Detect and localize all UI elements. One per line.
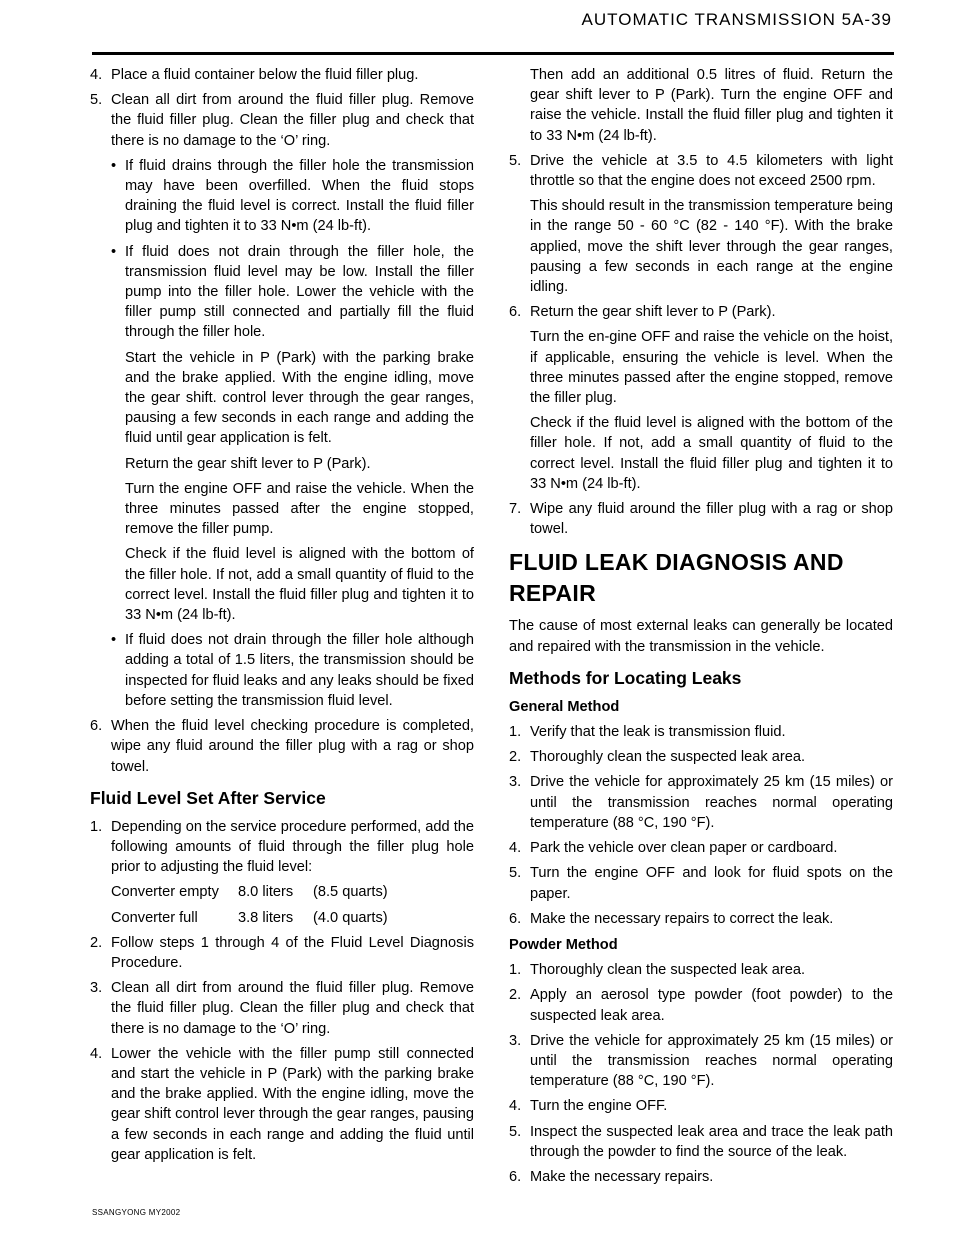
bullet-low-level <box>90 242 474 343</box>
step-text: Drive the vehicle for approximately 25 km (15 miles) or until the transmission reaches normal operating temperature (88 °C, 190 °F). <box>530 774 893 831</box>
continued-paragraph: Then add an additional 0.5 litres of fluid. Return the gear shift lever to P (Park). Turn the engine OFF and raise the vehicle. Install the fluid filler plug and tighten it to 33 N•m (24 lb-ft). <box>530 67 893 144</box>
step-text: Thoroughly clean the suspected leak area. <box>530 962 806 979</box>
step-text: Turn the engine OFF and look for fluid spots on the paper. <box>530 865 893 902</box>
service-step-7 <box>509 499 893 539</box>
list-item <box>509 722 893 742</box>
step-number: 5. <box>509 152 522 169</box>
step-number: 4. <box>90 1045 103 1062</box>
step-text: Lower the vehicle with the filler pump still connected and start the vehicle in P (Park) with the parking brake and the brake applied. With the engine idling, move the gear shift control lever through the gear ranges, pausing a few seconds in each range and adding the fluid until gear application is felt. <box>111 1045 474 1163</box>
step-text: Inspect the suspected leak area and trace the leak path through the powder to find the source of the leak. <box>530 1123 893 1160</box>
page-header-title: AUTOMATIC TRANSMISSION 5A-39 <box>581 10 892 29</box>
step-number: 6. <box>509 910 522 927</box>
step-number: 3. <box>509 774 522 791</box>
sub-paragraph: Start the vehicle in P (Park) with the parking brake and the brake applied. With the engine idling, move the gear shift. control lever through the gear ranges, pausing a few seconds in each range and adding the fluid until gear application is felt. <box>125 349 474 447</box>
step-text: Drive the vehicle for approximately 25 km (15 miles) or until the transmission reaches normal operating temperature (88 °C, 190 °F). <box>530 1032 893 1090</box>
section-heading-locating-leaks: Methods for Locating Leaks <box>509 667 742 688</box>
step-number: 6. <box>509 304 522 321</box>
step-number: 2. <box>90 934 103 951</box>
step-text: Depending on the service procedure performed, add the following amounts of fluid through the filler plug hole prior to adjusting the fluid level: <box>111 818 474 876</box>
service-step-5 <box>509 151 893 191</box>
sub-paragraph: Check if the fluid level is aligned with the bottom of the filler hole. If not, add a small quantity of fluid to the correct level. Install the fluid filler plug and tighten it to 33 N•m (24 lb-ft). <box>125 546 474 624</box>
step-text: Make the necessary repairs to correct the leak. <box>530 910 834 927</box>
step-number: 1. <box>509 724 522 741</box>
sub-paragraph: Turn the engine OFF and raise the vehicle. When the three minutes passed after the engine stopped, remove the filler pump. <box>125 480 474 538</box>
step-number: 7. <box>509 501 522 518</box>
list-item <box>509 1096 893 1116</box>
list-item <box>509 1031 893 1092</box>
bullet-icon: • <box>111 632 117 649</box>
step-text: Wipe any fluid around the filler plug with a rag or shop towel. <box>530 501 893 538</box>
section-title-line: REPAIR <box>509 580 596 607</box>
sub-paragraph: This should result in the transmission temperature being in the range 50 - 60 °C (82 - 140 °F). With the brake applied, move the shift lever through the gear ranges, pausing a few seconds in each range at the engine idling. <box>530 198 893 296</box>
step-number: 4. <box>509 1098 522 1115</box>
bullet-inspect-leaks <box>90 630 474 711</box>
sub-paragraph: Turn the en-gine OFF and raise the vehicle on the hoist, if applicable, ensuring the vehicle is level. When the three minutes passed after the engine stopped, remove the filler plug. <box>530 329 893 407</box>
converter-liters: 8.0 liters <box>238 884 294 901</box>
header-rule <box>92 52 894 55</box>
list-item <box>509 909 893 929</box>
step-text: Make the necessary repairs. <box>530 1168 714 1185</box>
bullet-text: If fluid does not drain through the filler hole although adding a total of 1.5 liters, the transmission should be inspected for fluid leaks and any leaks should be fixed before setting the transmission fluid level. <box>125 632 474 709</box>
step-text: Apply an aerosol type powder (foot powder) to the suspected leak area. <box>530 987 893 1024</box>
step-text: Thoroughly clean the suspected leak area. <box>530 749 806 766</box>
step-5-item <box>90 90 474 151</box>
list-item <box>509 838 893 858</box>
list-item <box>509 747 893 767</box>
step-text: When the fluid level checking procedure is completed, wipe any fluid around the filler plug with a rag or shop towel. <box>111 718 474 775</box>
step-text: Place a fluid container below the fluid filler plug. <box>111 67 419 83</box>
step-text: Follow steps 1 through 4 of the Fluid Level Diagnosis Procedure. <box>111 934 474 971</box>
list-item <box>509 1167 893 1187</box>
left-column <box>90 65 474 1170</box>
intro-paragraph: The cause of most external leaks can generally be located and repaired with the transmission in the vehicle. <box>509 618 893 655</box>
bullet-text: If fluid drains through the filler hole the transmission may have been overfilled. When the fluid stops draining the fluid level is correct. Install the fluid filler plug and tighten it to 33 N•m (24 lb-ft). <box>125 157 474 235</box>
section-title-line: FLUID LEAK DIAGNOSIS AND <box>509 549 844 576</box>
step-text: Clean all dirt from around the fluid filler plug. Remove the fluid filler plug. Clean the filler plug and check that there is no damage to the ‘O’ ring. <box>111 980 474 1037</box>
table-row <box>90 882 474 902</box>
converter-quarts: (4.0 quarts) <box>313 909 388 926</box>
step-number: 5. <box>509 865 522 882</box>
step-text: Drive the vehicle at 3.5 to 4.5 kilometers with light throttle so that the engine does not exceed 2500 rpm. <box>530 152 893 190</box>
bullet-icon: • <box>111 157 117 174</box>
step-number: 1. <box>509 962 522 979</box>
converter-label: Converter empty <box>111 884 219 901</box>
converter-label: Converter full <box>111 909 198 926</box>
service-step-4 <box>90 1044 474 1165</box>
step-number: 6. <box>509 1168 522 1185</box>
converter-liters: 3.8 liters <box>238 909 294 926</box>
step-number: 5. <box>90 92 103 109</box>
subheading-general-method: General Method <box>509 698 620 715</box>
section-heading-fluid-level-set: Fluid Level Set After Service <box>90 787 326 808</box>
service-step-6 <box>509 302 893 322</box>
list-item <box>509 863 893 903</box>
bullet-overfilled <box>90 156 474 237</box>
service-step-3 <box>90 978 474 1039</box>
bullet-icon: • <box>111 243 117 260</box>
step-6-item <box>90 716 474 777</box>
list-item <box>509 772 893 833</box>
service-step-2 <box>90 933 474 973</box>
step-text: Turn the engine OFF. <box>530 1098 668 1115</box>
section-title-leak-diagnosis <box>509 547 893 609</box>
step-number: 6. <box>90 718 103 735</box>
bullet-text: If fluid does not drain through the filler hole, the transmission fluid level may be low. Install the filler pump into the filler hole. Lower the vehicle with the filler pump still connected and partially fill the fluid through the filler hole. <box>125 243 474 341</box>
converter-quarts: (8.5 quarts) <box>313 884 388 901</box>
right-column <box>509 65 893 1192</box>
step-text: Return the gear shift lever to P (Park). <box>530 304 776 321</box>
sub-paragraph: Check if the fluid level is aligned with the bottom of the filler hole. If not, add a small quantity of fluid to the correct level. Install the fluid filler plug and tighten it to 33 N•m (24 lb-ft). <box>530 415 893 492</box>
sub-paragraph: Return the gear shift lever to P (Park). <box>125 455 371 472</box>
step-number: 3. <box>90 980 103 997</box>
step-text: Verify that the leak is transmission fluid. <box>530 724 786 741</box>
list-item <box>509 960 893 980</box>
service-step-1 <box>90 817 474 878</box>
step-number: 3. <box>509 1032 522 1049</box>
step-number: 2. <box>509 749 522 766</box>
step-text: Clean all dirt from around the fluid filler plug. Remove the fluid filler plug. Clean the filler plug and check that there is no damage to the ‘O’ ring. <box>111 92 474 149</box>
list-item <box>509 1122 893 1162</box>
step-4-item <box>90 65 474 85</box>
step-number: 2. <box>509 987 522 1004</box>
list-item <box>509 985 893 1025</box>
step-number: 1. <box>90 818 103 835</box>
step-number: 4. <box>90 67 103 83</box>
step-number: 5. <box>509 1123 522 1140</box>
subheading-powder-method: Powder Method <box>509 936 618 953</box>
step-number: 4. <box>509 840 522 857</box>
step-text: Park the vehicle over clean paper or cardboard. <box>530 840 838 857</box>
footer-label: SSANGYONG MY2002 <box>92 1208 181 1217</box>
table-row <box>90 908 474 928</box>
